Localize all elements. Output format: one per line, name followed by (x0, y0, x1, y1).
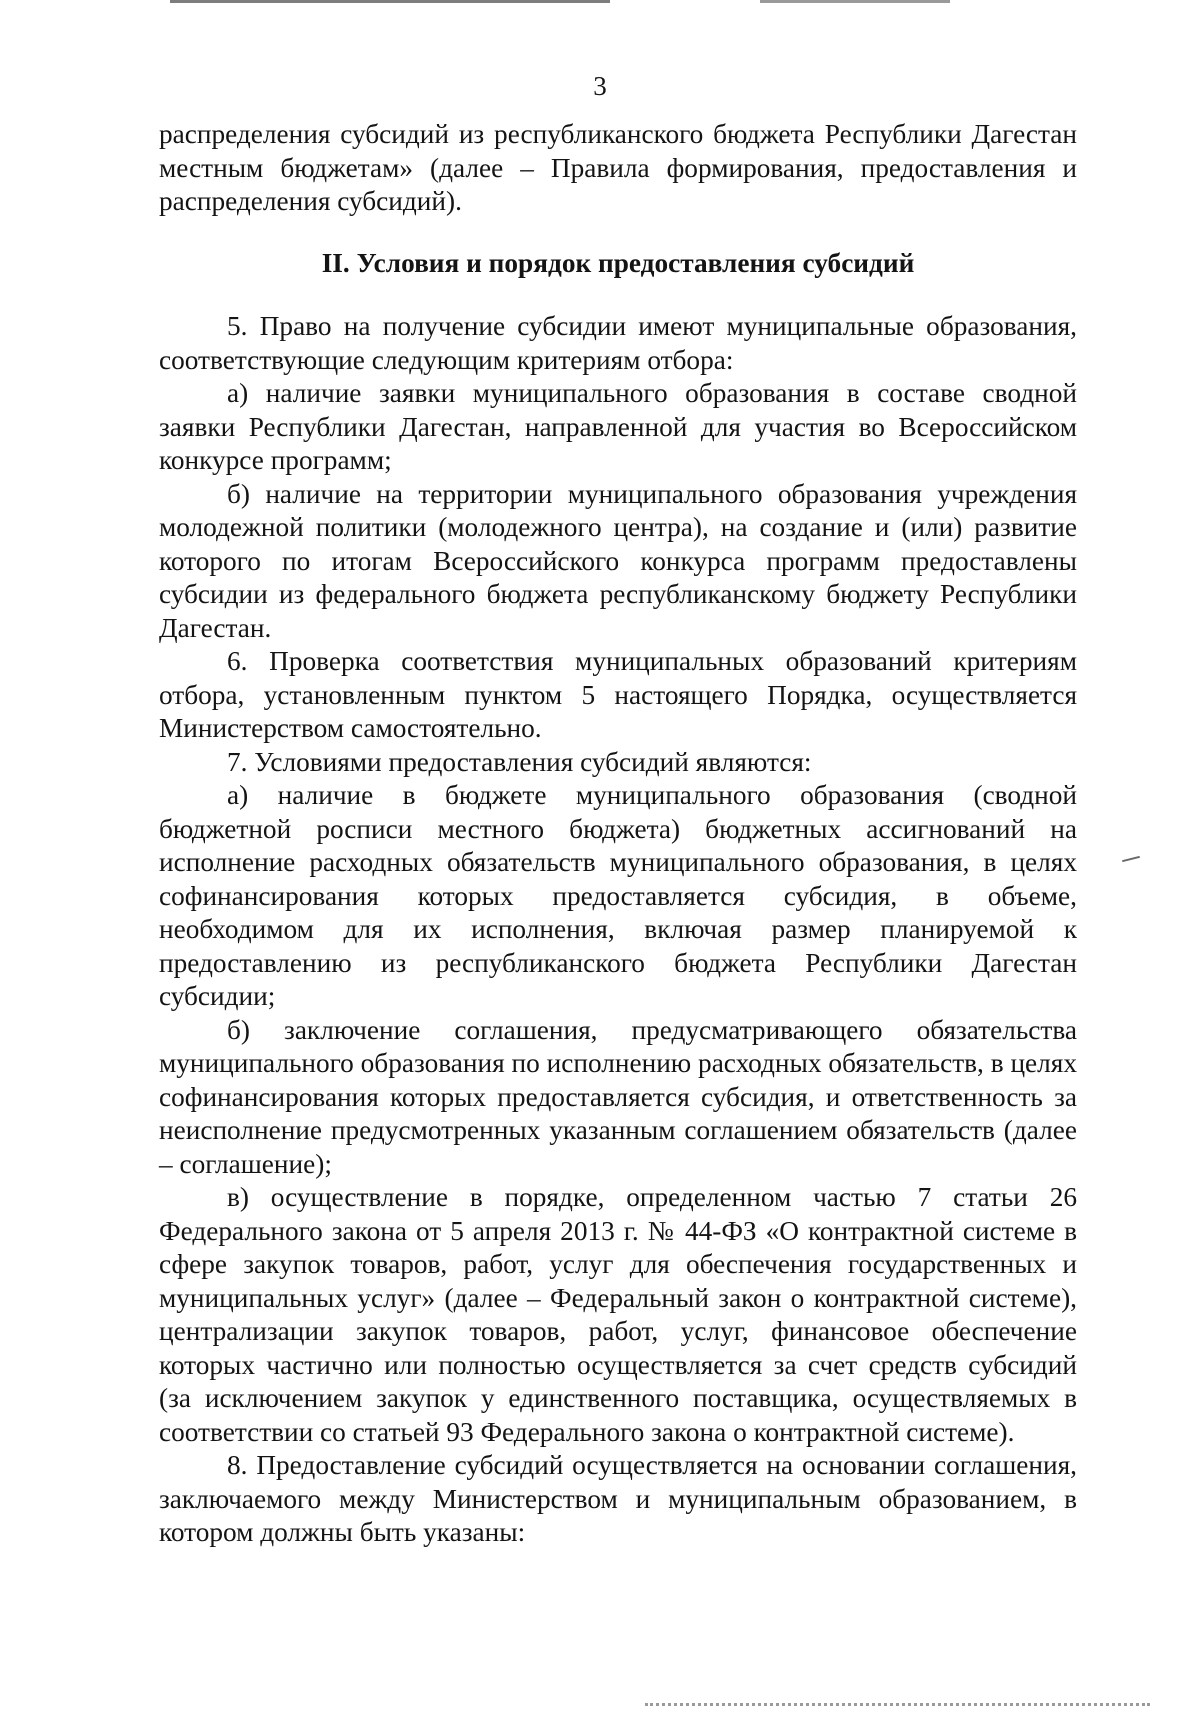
paragraph-item-7c: в) осуществление в порядке, определенном частью 7 статьи 26 Федерального закона от 5 апреля 2013 г. № 44-ФЗ «О контрактной системе в сфере закупок товаров, работ, услуг для обеспечения государственных и муниципальных услуг» (далее – Федеральный закон о контрактной системе), централизации закупок товаров, работ, услуг, финансовое обеспечение которых частично или полностью осуществляется за счет средств субсидий (за исключением закупок у единственного поставщика, осуществляемых в соответствии со статьей 93 Федерального закона о контрактной системе). (159, 1182, 1077, 1447)
paragraph-item-8: 8. Предоставление субсидий осуществляется на основании соглашения, заключаемого между Министерством и муниципальным образованием, в котором должны быть указаны: (159, 1450, 1077, 1547)
paragraph-item-7: 7. Условиями предоставления субсидий являются: (227, 746, 812, 777)
paragraph-item-7b: б) заключение соглашения, предусматривающего обязательства муниципального образования по исполнению расходных обязательств, в целях софинансирования которых предоставляется субсидия, и ответственность за неисполнение предусмотренных указанным соглашением обязательств (далее – соглашение); (159, 1014, 1077, 1179)
scan-edge-top (170, 0, 610, 3)
margin-pen-mark (1122, 856, 1140, 862)
page-number: 3 (593, 71, 607, 101)
document-body (159, 118, 1077, 1550)
paragraph-continuation: распределения субсидий из республиканского бюджета Республики Дагестан местным бюджетам» (далее – Правила формирования, предоставления и распределения субсидий). (159, 119, 1077, 216)
section-heading: II. Условия и порядок предоставления субсидий (321, 247, 915, 278)
scan-edge-top (760, 0, 950, 3)
paragraph-item-5b: б) наличие на территории муниципального образования учреждения молодежной политики (молодежного центра), на создание и (или) развитие которого по итогам Всероссийского конкурса программ предоставлены субсидии из федерального бюджета республиканскому бюджету Республики Дагестан. (159, 478, 1077, 643)
paragraph-item-5a: а) наличие заявки муниципального образования в составе сводной заявки Республики Дагестан, направленной для участия во Всероссийском конкурсе программ; (159, 378, 1077, 475)
paragraph-item-6: 6. Проверка соответствия муниципальных образований критериям отбора, установленным пунктом 5 настоящего Порядка, осуществляется Министерством самостоятельно. (159, 646, 1077, 743)
paragraph-item-7a: а) наличие в бюджете муниципального образования (сводной бюджетной росписи местного бюджета) бюджетных ассигнований на исполнение расходных обязательств муниципального образования, в целях софинансирования которых предоставляется субсидия, в объеме, необходимом для их исполнения, включая размер планируемой к предоставлению из республиканского бюджета Республики Дагестан субсидии; (159, 780, 1077, 1011)
scan-edge-bottom (645, 1703, 1150, 1706)
paragraph-item-5: 5. Право на получение субсидии имеют муниципальные образования, соответствующие следующим критериям отбора: (159, 311, 1077, 375)
